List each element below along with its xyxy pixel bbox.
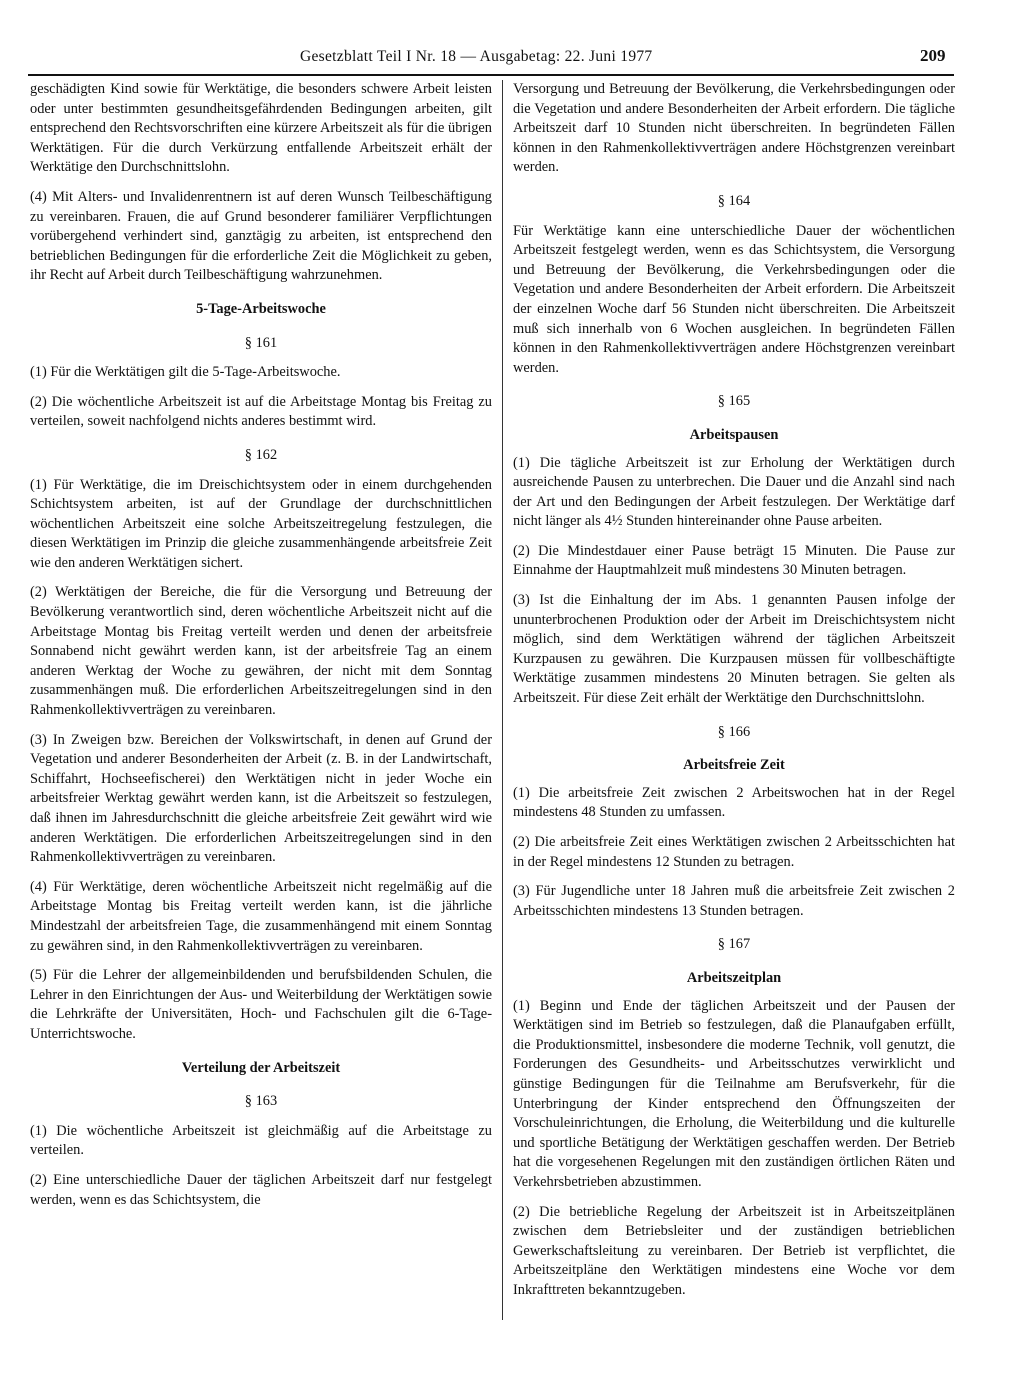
paragraph: Für Werktätige kann eine unterschiedliche Dauer der wöchentlichen Arbeitszeit festgelegt werden, wenn es das Schichtsystem, die Versorgung und Betreuung der Bevölkerung, die Verkehrsbedingungen oder die Vegetation und andere Besonderheiten der Arbeit erfordern. Die Arbeitszeit der einzelnen Woche darf 56 Stunden nicht überschreiten. Die Arbeitszeit muß sich innerhalb von 6 Wochen ausgleichen. In begründeten Fällen können in den Rahmenkollektivverträgen andere Höchstgrenzen vereinbart werden. — [513, 222, 955, 376]
left-column — [30, 80, 492, 1220]
paragraph: (2) Die arbeitsfreie Zeit eines Werktätigen zwischen 2 Arbeitsschichten hat in der Regel mindestens 12 Stunden zu betragen. — [513, 834, 955, 870]
header-rule — [28, 74, 954, 76]
section-heading: Arbeitszeitplan — [686, 969, 782, 986]
section-heading: Arbeitspausen — [689, 426, 779, 443]
page-header: Gesetzblatt Teil I Nr. 18 — Ausgabetag: 22. Juni 1977 — [300, 48, 653, 65]
paragraph: (2) Werktätigen der Bereiche, die für die Versorgung und Betreuung der Bevölkerung verantwortlich sind, deren wöchentliche Arbeitszeit nicht auf die Arbeitstage Montag bis Freitag verteilt werden und denen der arbeitsfreie Sonnabend nicht gewährt werden kann, ist der arbeitsfreie Tag an einem anderen Werktag der Woche zu gewähren, der nicht mit dem Sonntag zusammenhängen muß. Die erforderlichen Arbeitszeitregelungen sind in den Rahmenkollektivverträgen zu vereinbaren. — [30, 584, 492, 719]
section-number: § 165 — [717, 393, 751, 410]
paragraph: (2) Die Mindestdauer einer Pause beträgt 15 Minuten. Die Pause zur Einnahme der Hauptmahlzeit muß mindestens 30 Minuten betragen. — [513, 542, 955, 579]
paragraph: (2) Eine unterschiedliche Dauer der täglichen Arbeitszeit darf nur festgelegt werden, wenn es das Schichtsystem, die — [30, 1171, 492, 1208]
paragraph: (1) Für die Werktätigen gilt die 5-Tage-Arbeitswoche. — [30, 364, 341, 381]
paragraph: (3) Ist die Einhaltung der im Abs. 1 genannten Pausen infolge der ununterbrochenen Produktion oder der Arbeit im Dreischichtsystem nicht möglich, sind dem Werktätigen während der täglichen Arbeitszeit Kurzpausen zu gewähren. Die Kurzpausen müssen für vollbeschäftigte Werktätige zusammen mindestens 20 Minuten betragen. Sie gelten als Arbeitszeit. Für diese Zeit erhält der Werktätige den Durchschnittslohn. — [513, 592, 955, 707]
right-column — [513, 80, 955, 1310]
paragraph: (2) Die betriebliche Regelung der Arbeitszeit ist in Arbeitszeitplänen zwischen dem Betriebsleiter und der zuständigen betrieblichen Gewerkschaftsleitung zu vereinbaren. Der Betrieb ist verpflichtet, die Arbeitszeitpläne den Werktätigen mindestens eine Woche vor dem Inkrafttreten bekanntzugeben. — [513, 1203, 955, 1298]
section-number: § 161 — [244, 334, 278, 351]
page-number: 209 — [920, 46, 946, 65]
section-number: § 167 — [717, 936, 751, 953]
paragraph: (4) Mit Alters- und Invalidenrentnern ist auf deren Wunsch Teilbeschäftigung zu vereinbaren. Frauen, die auf Grund besonderer familiärer Verpflichtungen vorübergehend verhindert sind, ganztägig zu arbeiten, ist entsprechend den betrieblichen Bedingungen für die erforderliche Zeit die Möglichkeit zu geben, ihr Recht auf Arbeit durch Teilbeschäftigung wahrzunehmen. — [30, 188, 492, 284]
paragraph: (1) Die tägliche Arbeitszeit ist zur Erholung der Werktätigen durch ausreichende Pausen zu unterbrechen. Die Dauer und die Anzahl sind nach der Art und den Bedingungen der Arbeit festzulegen. Der Werktätige darf nicht länger als 4½ Stunden hintereinander ohne Pause arbeiten. — [513, 454, 955, 530]
paragraph: (1) Die wöchentliche Arbeitszeit ist gleichmäßig auf die Arbeitstage zu verteilen. — [30, 1122, 492, 1159]
section-number: § 164 — [717, 192, 751, 209]
paragraph: (4) Für Werktätige, deren wöchentliche Arbeitszeit nicht regelmäßig auf die Arbeitstage Montag bis Freitag verteilt werden kann, ist die jährliche Mindestzahl der arbeitsfreien Tage, die zusammenhängend mit einem Sonntag zu gewähren sind, in den Rahmenkollektivverträgen zu vereinbaren. — [30, 878, 492, 954]
section-heading: 5-Tage-Arbeitswoche — [196, 300, 326, 317]
section-number: § 166 — [717, 723, 751, 740]
section-heading: Verteilung der Arbeitszeit — [181, 1059, 341, 1076]
section-heading: Arbeitsfreie Zeit — [683, 757, 785, 774]
paragraph: Versorgung und Betreuung der Bevölkerung, die Verkehrsbedingungen oder die Vegetation und andere Besonderheiten der Arbeit erfordern. Die tägliche Arbeitszeit darf 10 Stunden nicht überschreiten. In begründeten Fällen können in den Rahmenkollektivverträgen andere Höchstgrenzen vereinbart werden. — [513, 81, 955, 176]
column-divider — [502, 80, 503, 1320]
paragraph: (3) Für Jugendliche unter 18 Jahren muß die arbeitsfreie Zeit zwischen 2 Arbeitsschichten mindestens 13 Stunden betragen. — [513, 883, 955, 919]
section-number: § 163 — [244, 1093, 278, 1110]
paragraph: (1) Für Werktätige, die im Dreischichtsystem oder in einem durchgehenden Schichtsystem arbeiten, ist auf der Grundlage der durchschnittlichen wöchentlichen Arbeitszeit eine solche Arbeitszeitregelung festzulegen, die diesen Werktätigen im Prinzip die gleiche zusammenhängende arbeitsfreie Zeit wie den anderen Werktätigen sichert. — [30, 476, 492, 571]
paragraph: (5) Für die Lehrer der allgemeinbildenden und berufsbildenden Schulen, die Lehrer in den Einrichtungen der Aus- und Weiterbildung der Werktätigen sowie die Lehrkräfte der Universitäten, Hoch- und Fachschulen gilt die 6-Tage-Unterrichtswoche. — [30, 967, 492, 1042]
paragraph: (1) Die arbeitsfreie Zeit zwischen 2 Arbeitswochen hat in der Regel mindestens 48 Stunden zu umfassen. — [513, 784, 955, 821]
paragraph: (2) Die wöchentliche Arbeitszeit ist auf die Arbeitstage Montag bis Freitag zu verteilen, soweit nachfolgend nichts anderes bestimmt wird. — [30, 393, 492, 430]
paragraph: (1) Beginn und Ende der täglichen Arbeitszeit und der Pausen der Werktätigen sind im Betrieb so festzulegen, daß die Planaufgaben erfüllt, die Produktionsmittel, insbesondere die moderne Technik, voll genutzt, die Forderungen des Gesundheits- und Arbeitsschutzes verwirklicht und günstige Bedingungen für die Teilnahme am Berufsverkehr, für die Unterbringung der Kinder entsprechend den Öffnungszeiten der Vorschuleinrichtungen, die Erholung, die Weiterbildung und die kulturelle und sportliche Betätigung der Werktätigen geschaffen werden. Der Betrieb hat die vorgesehenen Regelungen mit den zuständigen örtlichen Räten und Verkehrsbetrieben abzustimmen. — [513, 997, 955, 1190]
section-number: § 162 — [244, 446, 278, 463]
paragraph: (3) In Zweigen bzw. Bereichen der Volkswirtschaft, in denen auf Grund der Vegetation und anderer Besonderheiten der Arbeit (z. B. in der Landwirtschaft, Schiffahrt, Hochseefischerei) den Werktätigen nicht in jeder Woche ein arbeitsfreier Werktag gewährt werden kann, ist die Arbeitszeit so festzulegen, daß ihnen im Jahresdurchschnitt die gleiche arbeitsfreie Zeit gewährt wird wie anderen Werktätigen. Die erforderlichen Arbeitszeitregelungen sind in den Rahmenkollektivverträgen zu vereinbaren. — [30, 731, 492, 866]
paragraph: geschädigten Kind sowie für Werktätige, die besonders schwere Arbeit leisten oder unter bestimmten gesundheitsgefährdenden Bedingungen arbeiten, gilt entsprechend den Rechtsvorschriften eine kürzere Arbeitszeit als für die übrigen Werktätigen. Für die durch Verkürzung entfallende Arbeitszeit erhält der Werktätige den Durchschnittslohn. — [30, 81, 492, 176]
